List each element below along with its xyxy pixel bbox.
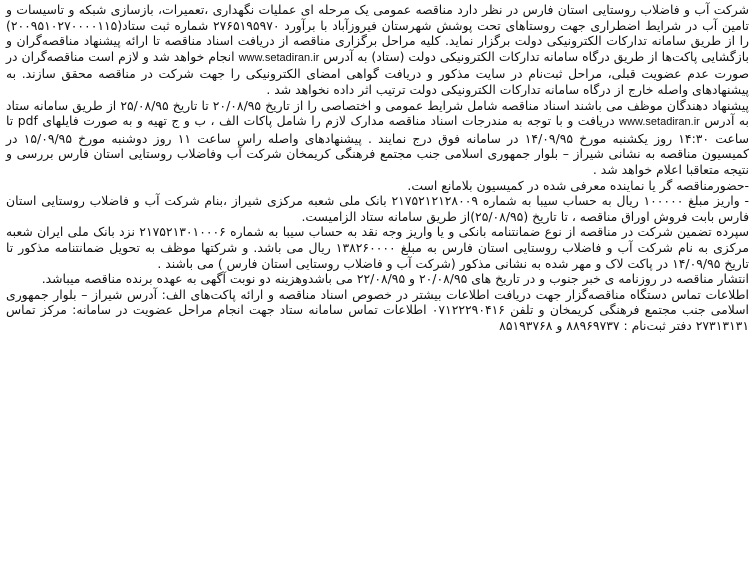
setad-url-link[interactable]: www.setadiran.ir (238, 51, 320, 64)
notice-paragraph-intro (6, 2, 749, 98)
notice-text-documents: پیشنهاد دهندگان موظف می باشند اسناد مناقصه شامل شرایط عمومی و اختصاصی را از تاریخ ۲۰/۰۸/۹۵ تا تاریخ ۲۵/۰۸/۹۵ از طریق سامانه ستاد به آدرس (6, 97, 749, 129)
notice-paragraph-guarantee: سپرده تضمین شرکت در مناقصه از نوع ضمانتنامه بانکی و یا واریز وجه نقد به حساب سیبا به شماره ۲۱۷۵۲۱۳۰۱۰۰۰۶ نزد بانک ملی ایران شعبه مرکزی به نام شرکت آب و فاضلاب روستایی استان فارس به مبلغ ۱۳۸۲۶۰۰۰۰ ریال می باشد. و شرکتها موظف به تحویل ضمانتنامه مذکور تا تاریخ ۱۴/۰۹/۹۵ در پاکت لاک و مهر شده به نشانی مذکور (شرکت آب و فاضلاب روستایی استان فارس ) می باشند . (6, 224, 750, 271)
setad-url-link-2[interactable]: www.setadiran.ir (619, 116, 700, 129)
notice-paragraph-attendance: -حضورمناقصه گر یا نماینده معرفی شده در کمیسیون بلامانع است. (407, 177, 749, 193)
notice-paragraph-payment: - واریز مبلغ ۱۰۰۰۰۰ ریال به حساب سیبا به شماره ۲۱۷۵۲۱۲۱۲۸۰۰۹ بانک ملی شعبه مرکزی شیراز ،بنام شرکت آب و فاضلاب روستایی استان فارس بابت فروش اوراق مناقصه ، تا تاریخ (۲۵/۰۸/۹۵)از طریق سامانه ستاد الزامیست. (6, 193, 749, 224)
notice-paragraph-contact: اطلاعات تماس دستگاه مناقصه‌گزار جهت دریافت اطلاعات بیشتر در خصوص اسناد مناقصه و ارائه پاکت‌های الف: آدرس شیراز – بلوار جمهوری اسلامی جنب مجتمع فرهنگی کریمخان و تلفن ۰۷۱۲۲۲۹۰۴۱۶ اطلاعات تماس سامانه ستاد جهت انجام مراحل عضویت در سامانه: مرکز تماس ۲۷۳۱۳۱۳۱ دفتر ثبت‌نام : ۸۸۹۶۹۷۳۷ و ۸۵۱۹۳۷۶۸ (6, 286, 749, 333)
notice-paragraph-publication: انتشار مناقصه در روزنامه ی خبر جنوب و در تاریخ های ۲۰/۰۸/۹۵ و ۲۲/۰۸/۹۵ می باشدوهزینه دو نوبت آگهی به عهده برنده مناقصه میباشد. (41, 271, 749, 287)
notice-text-registration: انجام خواهد شد و لازم است مناقصه‌گران در صورت عدم عضویت قبلی، مراحل ثبت‌نام در سایت مذکور و دریافت گواهی امضای الکترونیکی را جهت شرکت در مناقصه محقق سازند. به پیشنهادهای واصله خارج از درگاه سامانه تدارکات الکترونیکی دولت ترتیب اثر داده نخواهد شد . (6, 48, 749, 97)
notice-paragraph-documents (6, 98, 749, 178)
notice-text-submission: دریافت و با توجه به مندرجات اسناد مناقصه مدارک لازم را شامل پاکات الف ، ب و ج تهیه و به صورت فایلهای pdf تا ساعت ۱۴:۳۰ روز یکشنبه مورخ ۱۴/۰۹/۹۵ در سامانه فوق درج نمایند . پیشنهادهای واصله راس ساعت ۱۱ روز دوشنبه مورخ ۱۵/۰۹/۹۵ در کمیسیون مناقصه به نشانی شیراز – بلوار جمهوری اسلامی جنب مجتمع فرهنگی کریمخان شرکت آب وفاضلاب روستایی استان فارس بررسی و نتیجه متعاقبا اعلام خواهد شد . (6, 113, 749, 177)
notice-text-intro: شرکت آب و فاضلاب روستایی استان فارس در نظر دارد مناقصه عمومی یک مرحله ای عملیات نگهداری ،تعمیرات، بازسازی شبکه و تاسیسات و تامین آب در شرایط اضطراری جهت روستاهای تحت پوشش شهرستان فیروزآباد با برآورد ۲۷۶۵۱۹۵۹۷۰ شماره ثبت ستاد(۲۰۰۹۵۱۰۲۷۰۰۰۰۱۱۵) را از طریق سامانه تدارکات الکترونیکی دولت برگزار نماید. کلیه مراحل برگزاری مناقصه از دریافت اسناد مناقصه تا ارائه پیشنهاد مناقصه‌گران و بازگشایی پاکت‌ها از طریق درگاه سامانه تدارکات الکترونیکی دولت (ستاد) به آدرس (6, 2, 749, 64)
